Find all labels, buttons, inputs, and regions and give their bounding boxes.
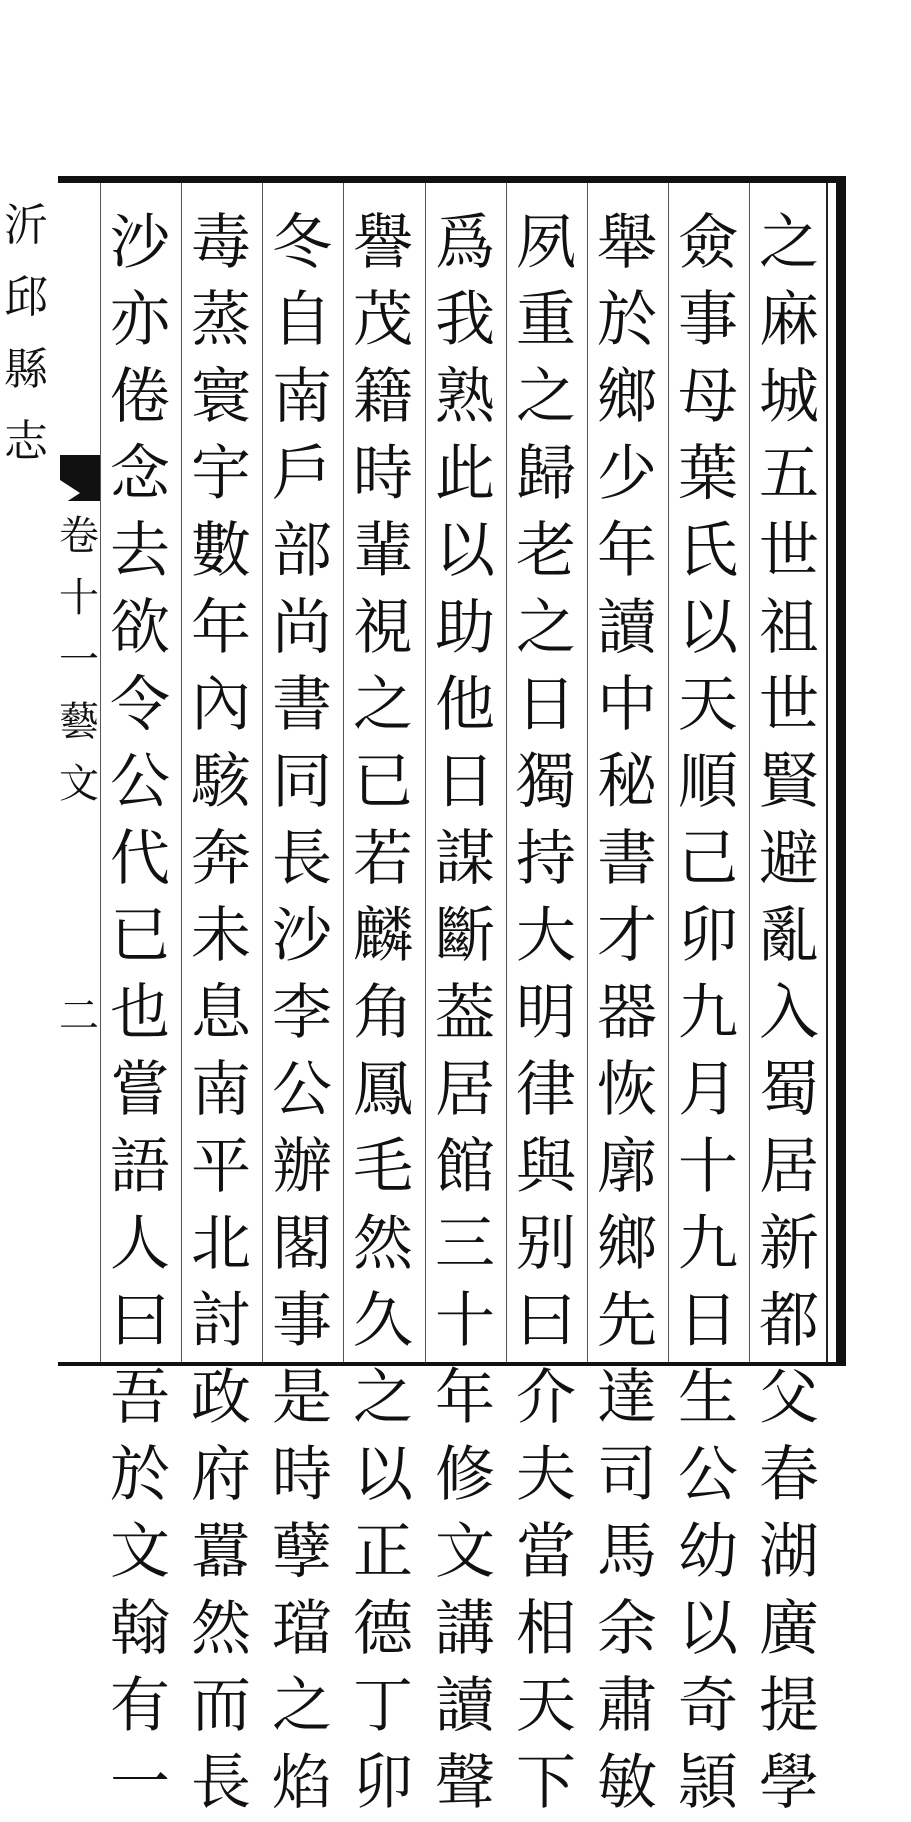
- text-char: 討: [191, 1286, 251, 1356]
- text-char: 講: [435, 1594, 495, 1664]
- fold-volume-label: [58, 505, 100, 815]
- text-char: 中: [597, 670, 657, 740]
- text-column: [104, 205, 176, 1822]
- text-char: 十: [678, 1132, 738, 1202]
- text-char: 角: [353, 978, 413, 1048]
- text-char: 嘗: [110, 1055, 170, 1125]
- text-char: 麻: [759, 285, 819, 355]
- text-char: 館: [435, 1132, 495, 1202]
- fold-section-char: 藝: [59, 699, 99, 745]
- text-char: 書: [597, 824, 657, 894]
- text-char: 冬: [272, 208, 332, 278]
- text-char: 九: [678, 978, 738, 1048]
- text-char: 南: [191, 1055, 251, 1125]
- text-char: 毒: [191, 208, 251, 278]
- text-char: 時: [353, 439, 413, 509]
- text-char: 下: [516, 1748, 576, 1818]
- text-char: 去: [110, 516, 170, 586]
- text-char: 大: [516, 901, 576, 971]
- text-char: 夙: [516, 208, 576, 278]
- text-char: 才: [597, 901, 657, 971]
- text-char: 自: [272, 285, 332, 355]
- text-char: 囂: [191, 1517, 251, 1587]
- text-char: 奇: [678, 1671, 738, 1741]
- text-char: 時: [272, 1440, 332, 1510]
- text-char: 避: [759, 824, 819, 894]
- text-char: 部: [272, 516, 332, 586]
- text-char: 事: [272, 1286, 332, 1356]
- text-char: 葢: [435, 978, 495, 1048]
- text-char: 沙: [272, 901, 332, 971]
- text-char: 以: [435, 516, 495, 586]
- text-char: 此: [435, 439, 495, 509]
- text-char: 夫: [516, 1440, 576, 1510]
- text-char: 少: [597, 439, 657, 509]
- text-char: 籍: [353, 362, 413, 432]
- text-column: [266, 205, 338, 1822]
- text-char: 之: [272, 1671, 332, 1741]
- text-char: 府: [191, 1440, 251, 1510]
- text-char: 然: [191, 1594, 251, 1664]
- text-char: 長: [191, 1748, 251, 1818]
- frame-right-border: [836, 176, 846, 1366]
- text-char: 一: [110, 1748, 170, 1818]
- text-char: 春: [759, 1440, 819, 1510]
- text-char: 然: [353, 1209, 413, 1279]
- text-char: 别: [516, 1209, 576, 1279]
- text-char: 文: [110, 1517, 170, 1587]
- text-column: [347, 205, 419, 1822]
- text-char: 廓: [597, 1132, 657, 1202]
- text-char: 讀: [597, 593, 657, 663]
- text-char: 老: [516, 516, 576, 586]
- text-char: 沙: [110, 208, 170, 278]
- text-char: 器: [597, 978, 657, 1048]
- text-char: 湖: [759, 1517, 819, 1587]
- text-char: 視: [353, 593, 413, 663]
- text-char: 麟: [353, 901, 413, 971]
- column-rule: [181, 183, 182, 1362]
- text-char: 亦: [110, 285, 170, 355]
- text-char: 宇: [191, 439, 251, 509]
- text-char: 也: [110, 978, 170, 1048]
- text-char: 事: [678, 285, 738, 355]
- text-char: 頴: [678, 1748, 738, 1818]
- text-char: 城: [759, 362, 819, 432]
- text-column: [753, 205, 825, 1822]
- text-char: 於: [597, 285, 657, 355]
- text-char: 閣: [272, 1209, 332, 1279]
- text-char: 律: [516, 1055, 576, 1125]
- text-char: 毛: [353, 1132, 413, 1202]
- text-char: 同: [272, 747, 332, 817]
- text-char: 天: [516, 1671, 576, 1741]
- text-char: 先: [597, 1286, 657, 1356]
- text-column: [510, 205, 582, 1822]
- text-char: 以: [678, 1594, 738, 1664]
- text-char: 令: [110, 670, 170, 740]
- text-char: 蜀: [759, 1055, 819, 1125]
- text-char: 馬: [597, 1517, 657, 1587]
- text-char: 倦: [110, 362, 170, 432]
- text-char: 司: [597, 1440, 657, 1510]
- frame-top-border: [58, 176, 844, 183]
- text-char: 提: [759, 1671, 819, 1741]
- text-char: 月: [678, 1055, 738, 1125]
- text-char: 文: [435, 1517, 495, 1587]
- text-char: 謀: [435, 824, 495, 894]
- text-char: 讀: [435, 1671, 495, 1741]
- text-char: 三: [435, 1209, 495, 1279]
- text-char: 丁: [353, 1671, 413, 1741]
- text-char: 孽: [272, 1517, 332, 1587]
- text-char: 之: [353, 670, 413, 740]
- text-char: 長: [272, 824, 332, 894]
- text-char: 欲: [110, 593, 170, 663]
- text-char: 卯: [678, 901, 738, 971]
- text-char: 卯: [353, 1748, 413, 1818]
- text-char: 已: [353, 747, 413, 817]
- text-char: 以: [678, 593, 738, 663]
- text-char: 祖: [759, 593, 819, 663]
- text-char: 生: [678, 1363, 738, 1433]
- text-char: 書: [272, 670, 332, 740]
- text-char: 敏: [597, 1748, 657, 1818]
- text-char: 他: [435, 670, 495, 740]
- frame-inner-right-line: [826, 183, 828, 1363]
- text-char: 順: [678, 747, 738, 817]
- text-char: 己: [678, 824, 738, 894]
- text-char: 而: [191, 1671, 251, 1741]
- text-char: 公: [272, 1055, 332, 1125]
- text-char: 政: [191, 1363, 251, 1433]
- text-char: 之: [353, 1363, 413, 1433]
- text-char: 息: [191, 978, 251, 1048]
- fold-juan-char: 卷: [59, 513, 99, 559]
- text-char: 南: [272, 362, 332, 432]
- text-char: 九: [678, 1209, 738, 1279]
- text-char: 奔: [191, 824, 251, 894]
- text-char: 日: [678, 1286, 738, 1356]
- fold-section-char: 文: [59, 761, 99, 807]
- text-char: 已: [110, 901, 170, 971]
- text-char: 天: [678, 670, 738, 740]
- text-char: 賢: [759, 747, 819, 817]
- text-char: 十: [435, 1286, 495, 1356]
- fold-title-char: 邱: [4, 272, 48, 323]
- text-char: 語: [110, 1132, 170, 1202]
- text-char: 五: [759, 439, 819, 509]
- text-char: 久: [353, 1286, 413, 1356]
- text-char: 新: [759, 1209, 819, 1279]
- fold-title-char: 志: [4, 416, 48, 467]
- text-char: 公: [678, 1440, 738, 1510]
- text-char: 內: [191, 670, 251, 740]
- text-char: 父: [759, 1363, 819, 1433]
- text-char: 鳳: [353, 1055, 413, 1125]
- text-char: 德: [353, 1594, 413, 1664]
- text-char: 年: [191, 593, 251, 663]
- text-char: 有: [110, 1671, 170, 1741]
- text-char: 當: [516, 1517, 576, 1587]
- text-char: 持: [516, 824, 576, 894]
- text-char: 吾: [110, 1363, 170, 1433]
- text-char: 正: [353, 1517, 413, 1587]
- text-char: 年: [435, 1363, 495, 1433]
- text-char: 以: [353, 1440, 413, 1510]
- text-char: 於: [110, 1440, 170, 1510]
- column-rule: [343, 183, 344, 1362]
- text-char: 輩: [353, 516, 413, 586]
- text-char: 璫: [272, 1594, 332, 1664]
- text-char: 秘: [597, 747, 657, 817]
- text-char: 世: [759, 516, 819, 586]
- column-rule: [749, 183, 750, 1362]
- text-char: 幼: [678, 1517, 738, 1587]
- text-char: 鄉: [597, 1209, 657, 1279]
- text-char: 鄉: [597, 362, 657, 432]
- text-char: 我: [435, 285, 495, 355]
- text-column: [672, 205, 744, 1822]
- text-column: [185, 205, 257, 1822]
- text-char: 居: [759, 1132, 819, 1202]
- text-char: 公: [110, 747, 170, 817]
- text-char: 數: [191, 516, 251, 586]
- text-char: 翰: [110, 1594, 170, 1664]
- text-char: 僉: [678, 208, 738, 278]
- text-char: 亂: [759, 901, 819, 971]
- text-char: 母: [678, 362, 738, 432]
- column-rule: [506, 183, 507, 1362]
- column-rule: [425, 183, 426, 1362]
- column-rule: [100, 183, 101, 1362]
- text-char: 日: [435, 747, 495, 817]
- text-char: 代: [110, 824, 170, 894]
- fold-title-char: 縣: [4, 344, 48, 395]
- text-char: 茂: [353, 285, 413, 355]
- text-char: 歸: [516, 439, 576, 509]
- text-char: 蒸: [191, 285, 251, 355]
- text-char: 入: [759, 978, 819, 1048]
- text-char: 熟: [435, 362, 495, 432]
- text-char: 居: [435, 1055, 495, 1125]
- text-char: 日: [516, 670, 576, 740]
- fish-tail-notch: [60, 480, 80, 506]
- text-char: 年: [597, 516, 657, 586]
- text-char: 寰: [191, 362, 251, 432]
- text-char: 譽: [353, 208, 413, 278]
- text-char: 若: [353, 824, 413, 894]
- text-char: 學: [759, 1748, 819, 1818]
- fold-book-title: [4, 190, 48, 478]
- text-column: [591, 205, 663, 1822]
- text-char: 葉: [678, 439, 738, 509]
- fold-juan-char: 十: [59, 575, 99, 621]
- text-char: 廣: [759, 1594, 819, 1664]
- text-char: 未: [191, 901, 251, 971]
- text-char: 都: [759, 1286, 819, 1356]
- text-char: 相: [516, 1594, 576, 1664]
- text-char: 舉: [597, 208, 657, 278]
- text-char: 介: [516, 1363, 576, 1433]
- text-char: 氏: [678, 516, 738, 586]
- column-rule: [262, 183, 263, 1362]
- text-char: 曰: [516, 1286, 576, 1356]
- text-char: 平: [191, 1132, 251, 1202]
- text-char: 念: [110, 439, 170, 509]
- text-char: 尚: [272, 593, 332, 663]
- text-char: 肅: [597, 1671, 657, 1741]
- fold-title-char: 沂: [4, 200, 48, 251]
- text-char: 是: [272, 1363, 332, 1433]
- text-char: 辦: [272, 1132, 332, 1202]
- text-char: 李: [272, 978, 332, 1048]
- text-char: 恢: [597, 1055, 657, 1125]
- text-char: 世: [759, 670, 819, 740]
- text-char: 重: [516, 285, 576, 355]
- text-char: 余: [597, 1594, 657, 1664]
- text-char: 明: [516, 978, 576, 1048]
- text-char: 聲: [435, 1748, 495, 1818]
- text-char: 助: [435, 593, 495, 663]
- column-rule: [668, 183, 669, 1362]
- text-char: 戶: [272, 439, 332, 509]
- text-char: 之: [516, 593, 576, 663]
- text-char: 曰: [110, 1286, 170, 1356]
- fold-page-number: [58, 985, 100, 1047]
- text-char: 之: [759, 208, 819, 278]
- text-char: 北: [191, 1209, 251, 1279]
- text-char: 達: [597, 1363, 657, 1433]
- page-number-char: 二: [59, 993, 99, 1039]
- text-char: 爲: [435, 208, 495, 278]
- fold-juan-char: 一: [59, 637, 99, 683]
- column-rule: [587, 183, 588, 1362]
- text-char: 焰: [272, 1748, 332, 1818]
- text-column: [429, 205, 501, 1822]
- text-char: 人: [110, 1209, 170, 1279]
- text-char: 之: [516, 362, 576, 432]
- text-char: 獨: [516, 747, 576, 817]
- text-char: 與: [516, 1132, 576, 1202]
- text-char: 斷: [435, 901, 495, 971]
- text-char: 駭: [191, 747, 251, 817]
- text-char: 修: [435, 1440, 495, 1510]
